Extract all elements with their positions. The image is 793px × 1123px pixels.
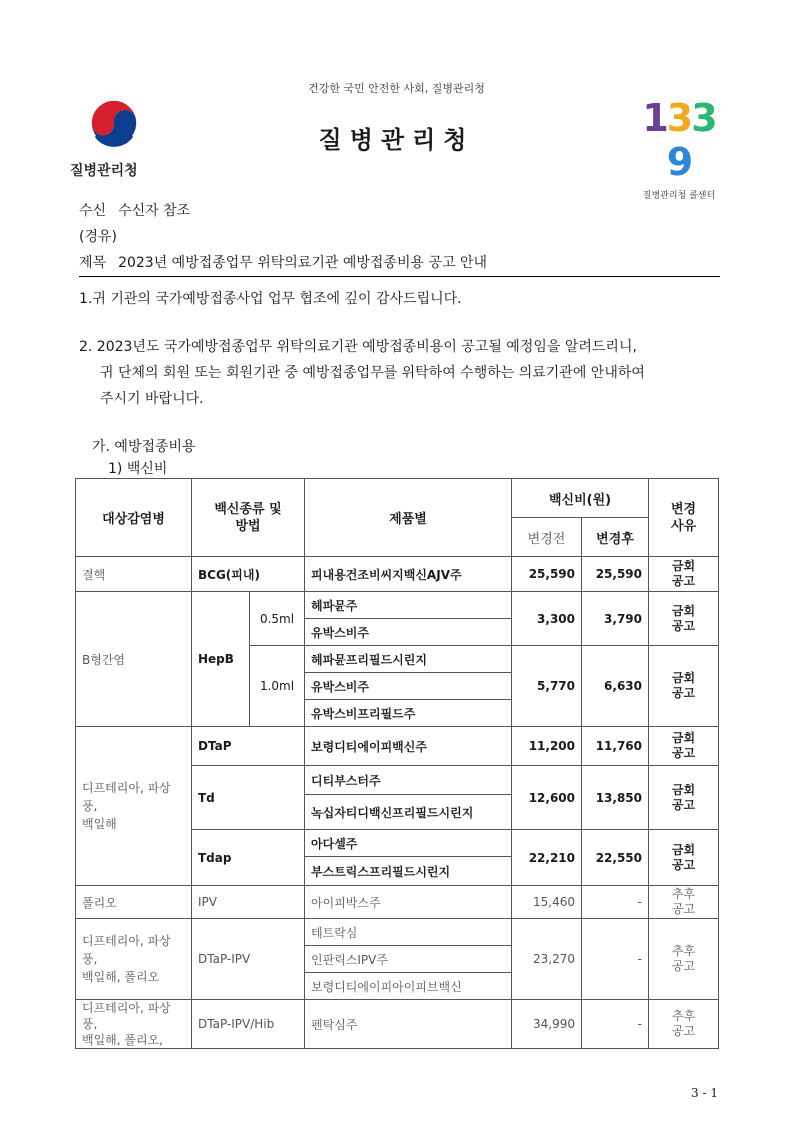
- hotline-digit: 3: [691, 96, 716, 140]
- paragraph-2-line: 귀 단체의 회원 또는 회원기관 중 예방접종업무를 위탁하여 수행하는 의료기관에 안내하여: [100, 365, 645, 381]
- table-row: [76, 886, 719, 919]
- cell-type: Td: [192, 766, 305, 830]
- call-center-logo: [634, 96, 724, 201]
- cell-type: Tdap: [192, 830, 305, 886]
- page-title: 질병관리청: [318, 126, 475, 154]
- cell-product: 부스트릭스프리필드시린지: [305, 857, 512, 886]
- cell-after: 11,760: [582, 727, 649, 766]
- header-cost: 백신비(원): [512, 479, 649, 518]
- recipient-line: [79, 200, 190, 220]
- cell-product: 헤파뮨프리필드시린지: [305, 646, 512, 673]
- call-center-caption: 질병관리청 콜센터: [642, 191, 716, 201]
- paragraph-2-line: 2. 2023년도 국가예방접종업무 위탁의료기관 예방접종비용이 공고될 예정임을 알려드리니,: [79, 339, 637, 355]
- header-before: 변경전: [512, 518, 582, 557]
- table-row: [76, 1000, 719, 1049]
- cell-product: 유박스비프리필드주: [305, 700, 512, 727]
- cell-product: 헤파뮨주: [305, 592, 512, 619]
- cell-disease: 디프테리아, 파상풍, 백일해, 폴리오,: [76, 1000, 192, 1049]
- cell-after: 3,790: [582, 592, 649, 646]
- paragraph-2: [79, 334, 724, 412]
- subject-line: [79, 252, 720, 277]
- cell-product: 유박스비주: [305, 619, 512, 646]
- subsection-heading: 1) 백신비: [108, 461, 168, 477]
- vaccine-cost-table: [75, 478, 719, 1049]
- cell-before: 11,200: [512, 727, 582, 766]
- cell-reason: 금회 공고: [649, 766, 719, 830]
- cell-before: 34,990: [512, 1000, 582, 1049]
- subject-value: 2023년 예방접종업무 위탁의료기관 예방접종비용 공고 안내: [118, 255, 487, 271]
- header-after: 변경후: [582, 518, 649, 557]
- cell-before: 15,460: [512, 886, 582, 919]
- subject-label: 제목: [79, 255, 107, 271]
- recipient-value: 수신자 참조: [118, 203, 191, 219]
- cell-reason: 추후 공고: [649, 886, 719, 919]
- cell-reason: 금회 공고: [649, 557, 719, 592]
- cell-product: 보령디티에이피백신주: [305, 727, 512, 766]
- page-number: 3 - 1: [691, 1086, 718, 1100]
- cell-after: 13,850: [582, 766, 649, 830]
- cell-after: 25,590: [582, 557, 649, 592]
- table-row: [76, 592, 719, 619]
- cell-reason: 금회 공고: [649, 646, 719, 727]
- cell-product: 아다셀주: [305, 830, 512, 857]
- hotline-digit: 1: [642, 96, 667, 140]
- cell-dose: 0.5ml: [250, 592, 305, 646]
- hotline-digit: 9: [666, 140, 692, 184]
- cell-type: IPV: [192, 886, 305, 919]
- cell-before: 12,600: [512, 766, 582, 830]
- hotline-digit: 3: [666, 96, 692, 140]
- table-row: [76, 919, 719, 946]
- header-vaccine-type: 백신종류 및 방법: [192, 479, 305, 557]
- cell-type: DTaP: [192, 727, 305, 766]
- via-line: (경유): [79, 229, 117, 245]
- cell-dose: 1.0ml: [250, 646, 305, 727]
- cell-product: 유박스비주: [305, 673, 512, 700]
- cell-product: 디티부스터주: [305, 766, 512, 795]
- header-reason: 변경 사유: [649, 479, 719, 557]
- cell-product: 피내용건조비씨지백신AJV주: [305, 557, 512, 592]
- cell-after: 6,630: [582, 646, 649, 727]
- cell-before: 25,590: [512, 557, 582, 592]
- cell-type: HepB: [192, 592, 250, 727]
- cell-product: 보령디티에이피아이피브백신: [305, 973, 512, 1000]
- cell-type: DTaP-IPV/Hib: [192, 1000, 305, 1049]
- cell-disease: 디프테리아, 파상풍, 백일해, 폴리오: [76, 919, 192, 1000]
- cell-after: 22,550: [582, 830, 649, 886]
- cell-product: 인판릭스IPV주: [305, 946, 512, 973]
- hotline-number: [634, 96, 724, 184]
- paragraph-1: 1.귀 기관의 국가예방접종사업 업무 협조에 깊이 감사드립니다.: [79, 291, 462, 307]
- cell-reason: 금회 공고: [649, 592, 719, 646]
- paragraph-2-line: 주시기 바랍니다.: [100, 391, 204, 407]
- cell-before: 5,770: [512, 646, 582, 727]
- header-disease: 대상감염병: [76, 479, 192, 557]
- cell-after: -: [582, 1000, 649, 1049]
- cell-after: -: [582, 886, 649, 919]
- cell-product: 테트락심: [305, 919, 512, 946]
- cell-disease: 결핵: [76, 557, 192, 592]
- logo-text: 질병관리청: [70, 163, 138, 179]
- slogan: 건강한 국민 안전한 사회, 질병관리청: [308, 82, 485, 95]
- table-row: [76, 727, 719, 766]
- cell-reason: 추후 공고: [649, 1000, 719, 1049]
- cell-product: 녹십자티디백신프리필드시린지: [305, 795, 512, 830]
- cell-after: -: [582, 919, 649, 1000]
- cell-product: 아이피박스주: [305, 886, 512, 919]
- cell-disease: 디프테리아, 파상풍, 백일해: [76, 727, 192, 886]
- cell-before: 22,210: [512, 830, 582, 886]
- cell-type: DTaP-IPV: [192, 919, 305, 1000]
- header-product: 제품별: [305, 479, 512, 557]
- cell-disease: B형간염: [76, 592, 192, 727]
- cell-before: 3,300: [512, 592, 582, 646]
- cell-reason: 금회 공고: [649, 830, 719, 886]
- recipient-label: 수신: [79, 203, 107, 219]
- cell-product: 펜탁심주: [305, 1000, 512, 1049]
- cell-disease: 폴리오: [76, 886, 192, 919]
- table-row: [76, 557, 719, 592]
- section-heading: 가. 예방접종비용: [92, 439, 196, 455]
- cell-reason: 금회 공고: [649, 727, 719, 766]
- cell-reason: 추후 공고: [649, 919, 719, 1000]
- cell-type: BCG(피내): [192, 557, 305, 592]
- cell-before: 23,270: [512, 919, 582, 1000]
